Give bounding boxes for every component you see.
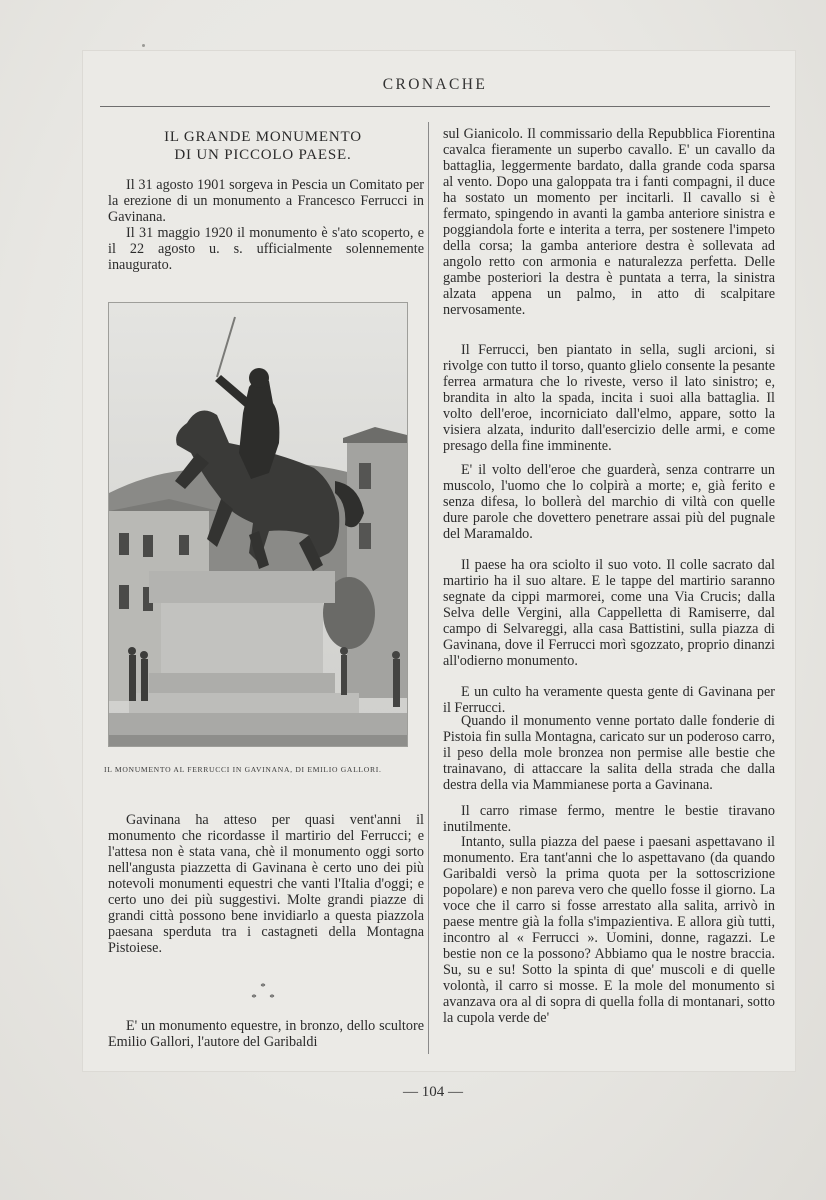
left-paragraph-1: Gavinana ha atteso per quasi vent'anni il monumento che ricordasse il martirio del Ferrucci; e l'attesa non è stata vana, chè il monumento oggi sorto nell'angusta piazzetta di Gavinana è certo uno dei più notevoli monumenti equestri che vanti l'Italia d'oggi; e certo uno dei più suggestivi. Molte grandi piazze di grandi città possono bene invidiarlo a questa piazzola paesana sperduta tra i castagneti della Montagna Pistoiese. bbox=[108, 812, 424, 956]
right-paragraph-2: Il Ferrucci, ben piantato in sella, sugli arcioni, si rivolge con tutto il torso, quanto glielo consente la pesante ferrea armatura che lo riveste, verso il lato sinistro; e, brandita in alto la spada, incita i suoi alla battaglia. Il volto dell'eroe, incorniciato dall'elmo, appare, sotto la visiera alzata, indurito dall'esercizio delle armi, e come presago della fine imminente. bbox=[443, 342, 775, 454]
article-title-line2: DI UN PICCOLO PAESE. bbox=[174, 147, 352, 163]
article-title-line1: IL GRANDE MONUMENTO bbox=[164, 129, 362, 145]
right-paragraph-3: E' il volto dell'eroe che guarderà, senza contrarre un muscolo, l'uomo che lo colpirà a morte; e, già ferito e senza difesa, lo bollerà del marchio di viltà con quelle dure parole che dovettero penetrare assai più del pugnale del Maramaldo. bbox=[443, 462, 775, 542]
running-header: CRONACHE bbox=[382, 76, 488, 93]
right-paragraph-6: Quando il monumento venne portato dalle fonderie di Pistoia fin sulla Montagna, caricato sur un poderoso carro, il peso della mole bronzea non permise alle bestie che trainavano, di attaccare la salita della strada che dalla destra della via Mammianese porta a Gavinana. bbox=[443, 713, 775, 793]
asterism-icon bbox=[243, 982, 283, 1002]
photo-caption: IL MONUMENTO AL FERRUCCI IN GAVINANA, DI EMILIO GALLORI. bbox=[104, 765, 382, 774]
header-rule bbox=[100, 106, 770, 107]
right-paragraph-8: Intanto, sulla piazza del paese i paesani aspettavano il monumento. Era tant'anni che lo aspettavano (da quando Garibaldi versò la prima quota per la sottoscrizione popolare) e non pareva vero che quello fosse il giorno. La voce che il carro si fosse arrestato alla salita, arrivò in paese mentre già la folla s'impazientiva. E allora giù tutti, incontro al « Ferrucci ». Uomini, donne, ragazzi. Le bestie non ce la possono? Abbiamo qua le nostre braccia. Su, su e su! Sotto la spinta di que' muscoli e di quelle volontà, il carro si mosse. E la mole del monumento si avanzava ora al di sopra di quella folla di montanari, sotto la cupola verde de' bbox=[443, 834, 775, 1026]
right-paragraph-5: E un culto ha veramente questa gente di Gavinana per il Ferrucci. bbox=[443, 684, 775, 716]
column-rule bbox=[428, 122, 429, 1054]
right-paragraph-4: Il paese ha ora sciolto il suo voto. Il colle sacrato dal martirio ha il suo altare. E le tappe del martirio saranno segnate da cippi marmorei, come una Via Crucis; dalla Selva delle Vergini, alla Cappelletta di Ramiserre, dal campo di Selvareggi, alla casa Battistini, sulla piazza di Gavinana, dove il Ferrucci morì sgozzato, proprio dinanzi all'odierno monumento. bbox=[443, 557, 775, 669]
right-paragraph-7: Il carro rimase fermo, mentre le bestie tiravano inutilmente. bbox=[443, 803, 775, 835]
monument-photo bbox=[108, 302, 408, 747]
svg-text:*: * bbox=[260, 982, 266, 993]
intro-paragraph-1: Il 31 agosto 1901 sorgeva in Pescia un Comitato per la erezione di un monumento a Francesco Ferrucci in Gavinana. bbox=[108, 177, 424, 225]
page-number: — 104 — bbox=[403, 1084, 463, 1100]
speck bbox=[142, 44, 145, 47]
right-paragraph-1: sul Gianicolo. Il commissario della Repubblica Fiorentina cavalca fieramente un superbo cavallo. E' un cavallo da battaglia, leggermente bardato, dalla grande coda sparsa al vento. Dopo una galoppata tra i fanti compagni, il duce ha sostato un momento per incitarli. Il cavallo si è fermato, spingendo in avanti la gamba anteriore sinistra e poggiandola forte e interita a terra, per sostenere l'impeto della corsa; la gamba anteriore destra è sollevata ad angolo retto con armonia e naturalezza perfetta. Delle gambe posteriori la destra è puntata a terra, la sinistra alzata appena un palmo, in atto di scalpitare nervosamente. bbox=[443, 126, 775, 318]
intro-paragraph-2: Il 31 maggio 1920 il monumento è s'ato scoperto, e il 22 agosto u. s. ufficialmente solennemente inaugurato. bbox=[108, 225, 424, 273]
svg-text:*: * bbox=[269, 992, 275, 1002]
svg-text:*: * bbox=[251, 992, 257, 1002]
left-paragraph-2: E' un monumento equestre, in bronzo, dello scultore Emilio Gallori, l'autore del Garibaldi bbox=[108, 1018, 424, 1050]
